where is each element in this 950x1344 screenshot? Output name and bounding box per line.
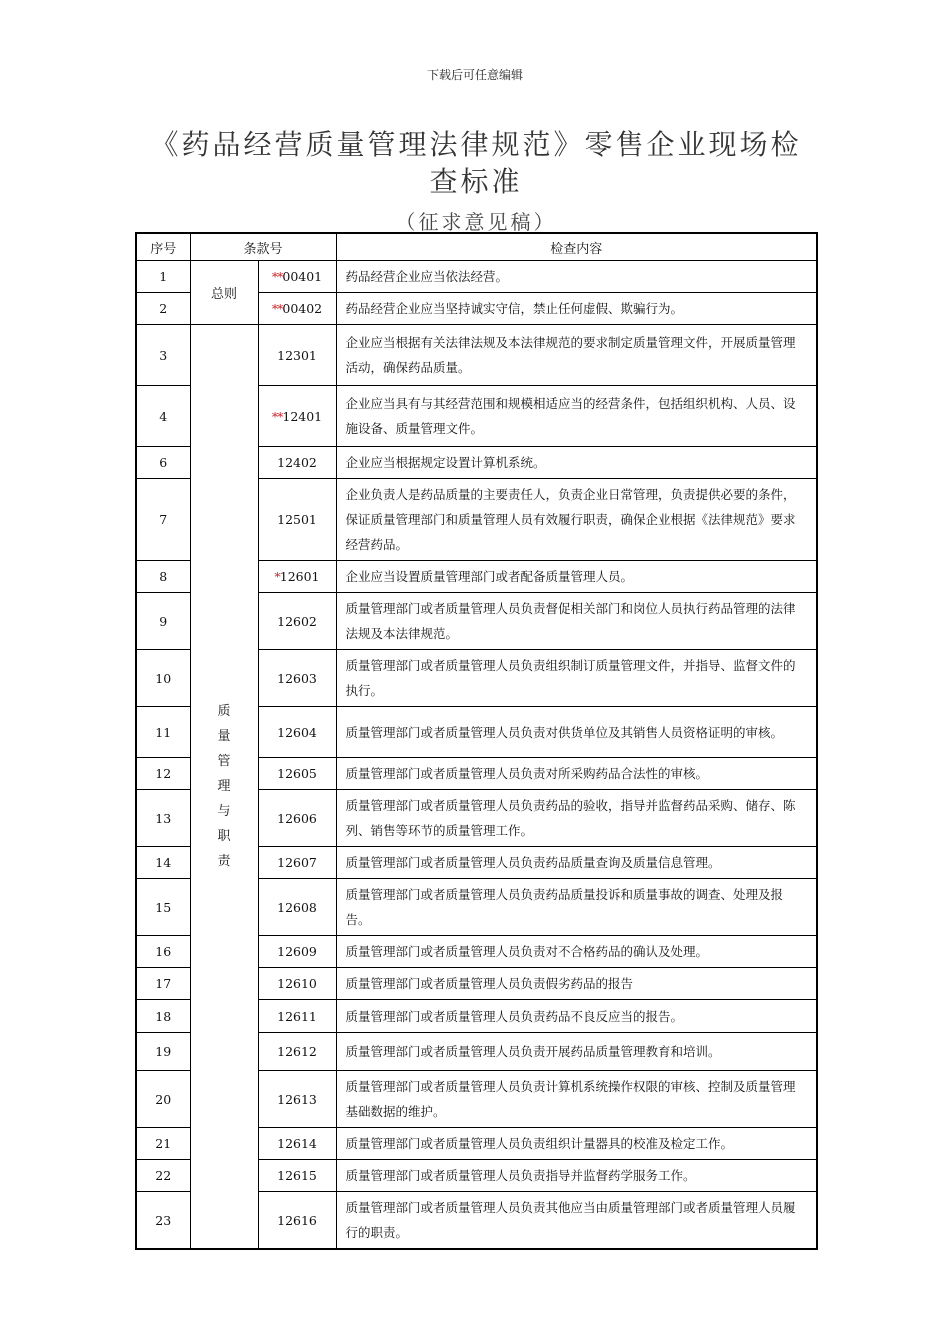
row-clause-code	[258, 479, 336, 561]
row-clause-code	[258, 1192, 336, 1250]
row-content: 药品经营企业应当坚持诚实守信，禁止任何虚假、欺骗行为。	[336, 293, 817, 325]
row-content: 质量管理部门或者质量管理人员负责药品不良反应当的报告。	[336, 1000, 817, 1033]
row-content: 质量管理部门或者质量管理人员负责药品的验收，指导并监督药品采购、储存、陈列、销售等环节的质量管理工作。	[336, 790, 817, 847]
row-clause-code	[258, 1160, 336, 1192]
row-clause-code	[258, 325, 336, 386]
row-seq: 7	[136, 479, 190, 561]
row-seq: 9	[136, 593, 190, 650]
table-body	[136, 261, 817, 1250]
clause-number: 12610	[277, 976, 317, 991]
clause-number: 12604	[277, 724, 317, 740]
row-content: 质量管理部门或者质量管理人员负责计算机系统操作权限的审核、控制及质量管理基础数据的维护。	[336, 1071, 817, 1128]
table-row	[136, 261, 817, 293]
row-clause-code	[258, 447, 336, 479]
section-char: 理	[217, 779, 231, 794]
clause-number: 12602	[277, 613, 317, 629]
key-item-mark: **	[271, 408, 283, 424]
row-seq: 18	[136, 1000, 190, 1033]
clause-number: 12601	[279, 569, 320, 584]
row-clause-code	[258, 936, 336, 968]
row-content: 质量管理部门或者质量管理人员负责指导并监督药学服务工作。	[336, 1160, 817, 1192]
section-general: 总则	[190, 261, 258, 325]
row-seq: 16	[136, 936, 190, 968]
clause-number: 12401	[282, 408, 323, 424]
row-clause-code	[258, 593, 336, 650]
clause-number: 12615	[277, 1168, 317, 1183]
row-seq: 20	[136, 1071, 190, 1128]
row-seq: 15	[136, 879, 190, 936]
row-content: 企业应当具有与其经营范围和规模相适应当的经营条件，包括组织机构、人员、设施设备、质量管理文件。	[336, 386, 817, 447]
row-content: 质量管理部门或者质量管理人员负责对供货单位及其销售人员资格证明的审核。	[336, 707, 817, 758]
row-content: 质量管理部门或者质量管理人员负责督促相关部门和岗位人员执行药品管理的法律法规及本法律规范。	[336, 593, 817, 650]
row-content: 质量管理部门或者质量管理人员负责对所采购药品合法性的审核。	[336, 758, 817, 790]
row-clause-code	[258, 1071, 336, 1128]
row-seq: 2	[136, 293, 190, 325]
row-clause-code	[258, 790, 336, 847]
row-seq: 6	[136, 447, 190, 479]
header-note: 下载后可任意编辑	[426, 68, 523, 82]
row-seq: 1	[136, 261, 190, 293]
clause-number: 12613	[277, 1091, 317, 1107]
section-char: 质	[217, 704, 231, 719]
clause-number: 12501	[277, 512, 317, 527]
document-subtitle: （征求意见稿）	[395, 210, 557, 234]
section-char: 量	[217, 729, 231, 744]
table-row	[136, 325, 817, 386]
section-char: 责	[217, 854, 231, 869]
clause-number: 12611	[277, 1008, 317, 1024]
row-content: 质量管理部门或者质量管理人员负责假劣药品的报告	[336, 968, 817, 1000]
row-clause-code	[258, 847, 336, 879]
section-quality-management	[190, 325, 258, 1250]
header-seq: 序号	[136, 233, 190, 261]
row-seq: 13	[136, 790, 190, 847]
row-content: 质量管理部门或者质量管理人员负责药品质量查询及质量信息管理。	[336, 847, 817, 879]
row-seq: 12	[136, 758, 190, 790]
row-content: 企业应当根据有关法律法规及本法律规范的要求制定质量管理文件，开展质量管理活动，确保药品质量。	[336, 325, 817, 386]
row-clause-code	[258, 879, 336, 936]
row-clause-code	[258, 261, 336, 293]
inspection-table	[135, 232, 818, 1250]
key-item-mark: **	[271, 269, 283, 284]
row-seq: 3	[136, 325, 190, 386]
table-header-row	[136, 233, 817, 261]
row-clause-code	[258, 1000, 336, 1033]
header-content: 检查内容	[336, 233, 817, 261]
clause-number: 12607	[277, 855, 317, 870]
clause-number: 12605	[277, 766, 317, 781]
row-seq: 22	[136, 1160, 190, 1192]
clause-number: 12612	[277, 1044, 317, 1059]
row-seq: 19	[136, 1033, 190, 1071]
key-item-mark: *	[274, 569, 280, 584]
row-seq: 21	[136, 1128, 190, 1160]
row-seq: 17	[136, 968, 190, 1000]
row-clause-code	[258, 1033, 336, 1071]
row-content: 质量管理部门或者质量管理人员负责组织计量器具的校准及检定工作。	[336, 1128, 817, 1160]
row-content: 企业负责人是药品质量的主要责任人，负责企业日常管理，负责提供必要的条件，保证质量管理部门和质量管理人员有效履行职责，确保企业根据《法律规范》要求经营药品。	[336, 479, 817, 561]
row-seq: 11	[136, 707, 190, 758]
document-title: 《药品经营质量管理法律规范》零售企业现场检查标准	[150, 128, 802, 198]
row-content: 企业应当根据规定设置计算机系统。	[336, 447, 817, 479]
row-seq: 10	[136, 650, 190, 707]
section-char: 职	[217, 829, 231, 844]
row-content: 质量管理部门或者质量管理人员负责药品质量投诉和质量事故的调查、处理及报告。	[336, 879, 817, 936]
row-clause-code	[258, 758, 336, 790]
clause-number: 12608	[277, 899, 317, 915]
key-item-mark: **	[271, 301, 283, 316]
row-content: 质量管理部门或者质量管理人员负责其他应当由质量管理部门或者质量管理人员履行的职责。	[336, 1192, 817, 1250]
clause-number: 12402	[277, 455, 317, 470]
clause-number: 12603	[277, 670, 317, 686]
row-content: 企业应当设置质量管理部门或者配备质量管理人员。	[336, 561, 817, 593]
row-clause-code	[258, 386, 336, 447]
clause-number: 12301	[277, 347, 317, 363]
row-seq: 4	[136, 386, 190, 447]
row-clause-code	[258, 293, 336, 325]
row-clause-code	[258, 1128, 336, 1160]
row-content: 质量管理部门或者质量管理人员负责组织制订质量管理文件，并指导、监督文件的执行。	[336, 650, 817, 707]
row-content: 质量管理部门或者质量管理人员负责开展药品质量管理教育和培训。	[336, 1033, 817, 1071]
clause-number: 12614	[277, 1136, 317, 1151]
row-seq: 23	[136, 1192, 190, 1250]
row-seq: 8	[136, 561, 190, 593]
row-clause-code	[258, 707, 336, 758]
row-content: 质量管理部门或者质量管理人员负责对不合格药品的确认及处理。	[336, 936, 817, 968]
clause-number: 12616	[277, 1212, 317, 1228]
clause-number: 00401	[282, 269, 323, 284]
clause-number: 00402	[282, 301, 323, 316]
row-clause-code	[258, 561, 336, 593]
row-seq: 14	[136, 847, 190, 879]
clause-number: 12606	[277, 810, 317, 826]
row-clause-code	[258, 650, 336, 707]
section-vertical-label	[217, 699, 230, 874]
row-clause-code	[258, 968, 336, 1000]
section-char: 与	[217, 804, 231, 819]
clause-number: 12609	[277, 944, 317, 959]
section-char: 管	[217, 754, 231, 769]
row-content: 药品经营企业应当依法经营。	[336, 261, 817, 293]
header-clause: 条款号	[190, 233, 336, 261]
